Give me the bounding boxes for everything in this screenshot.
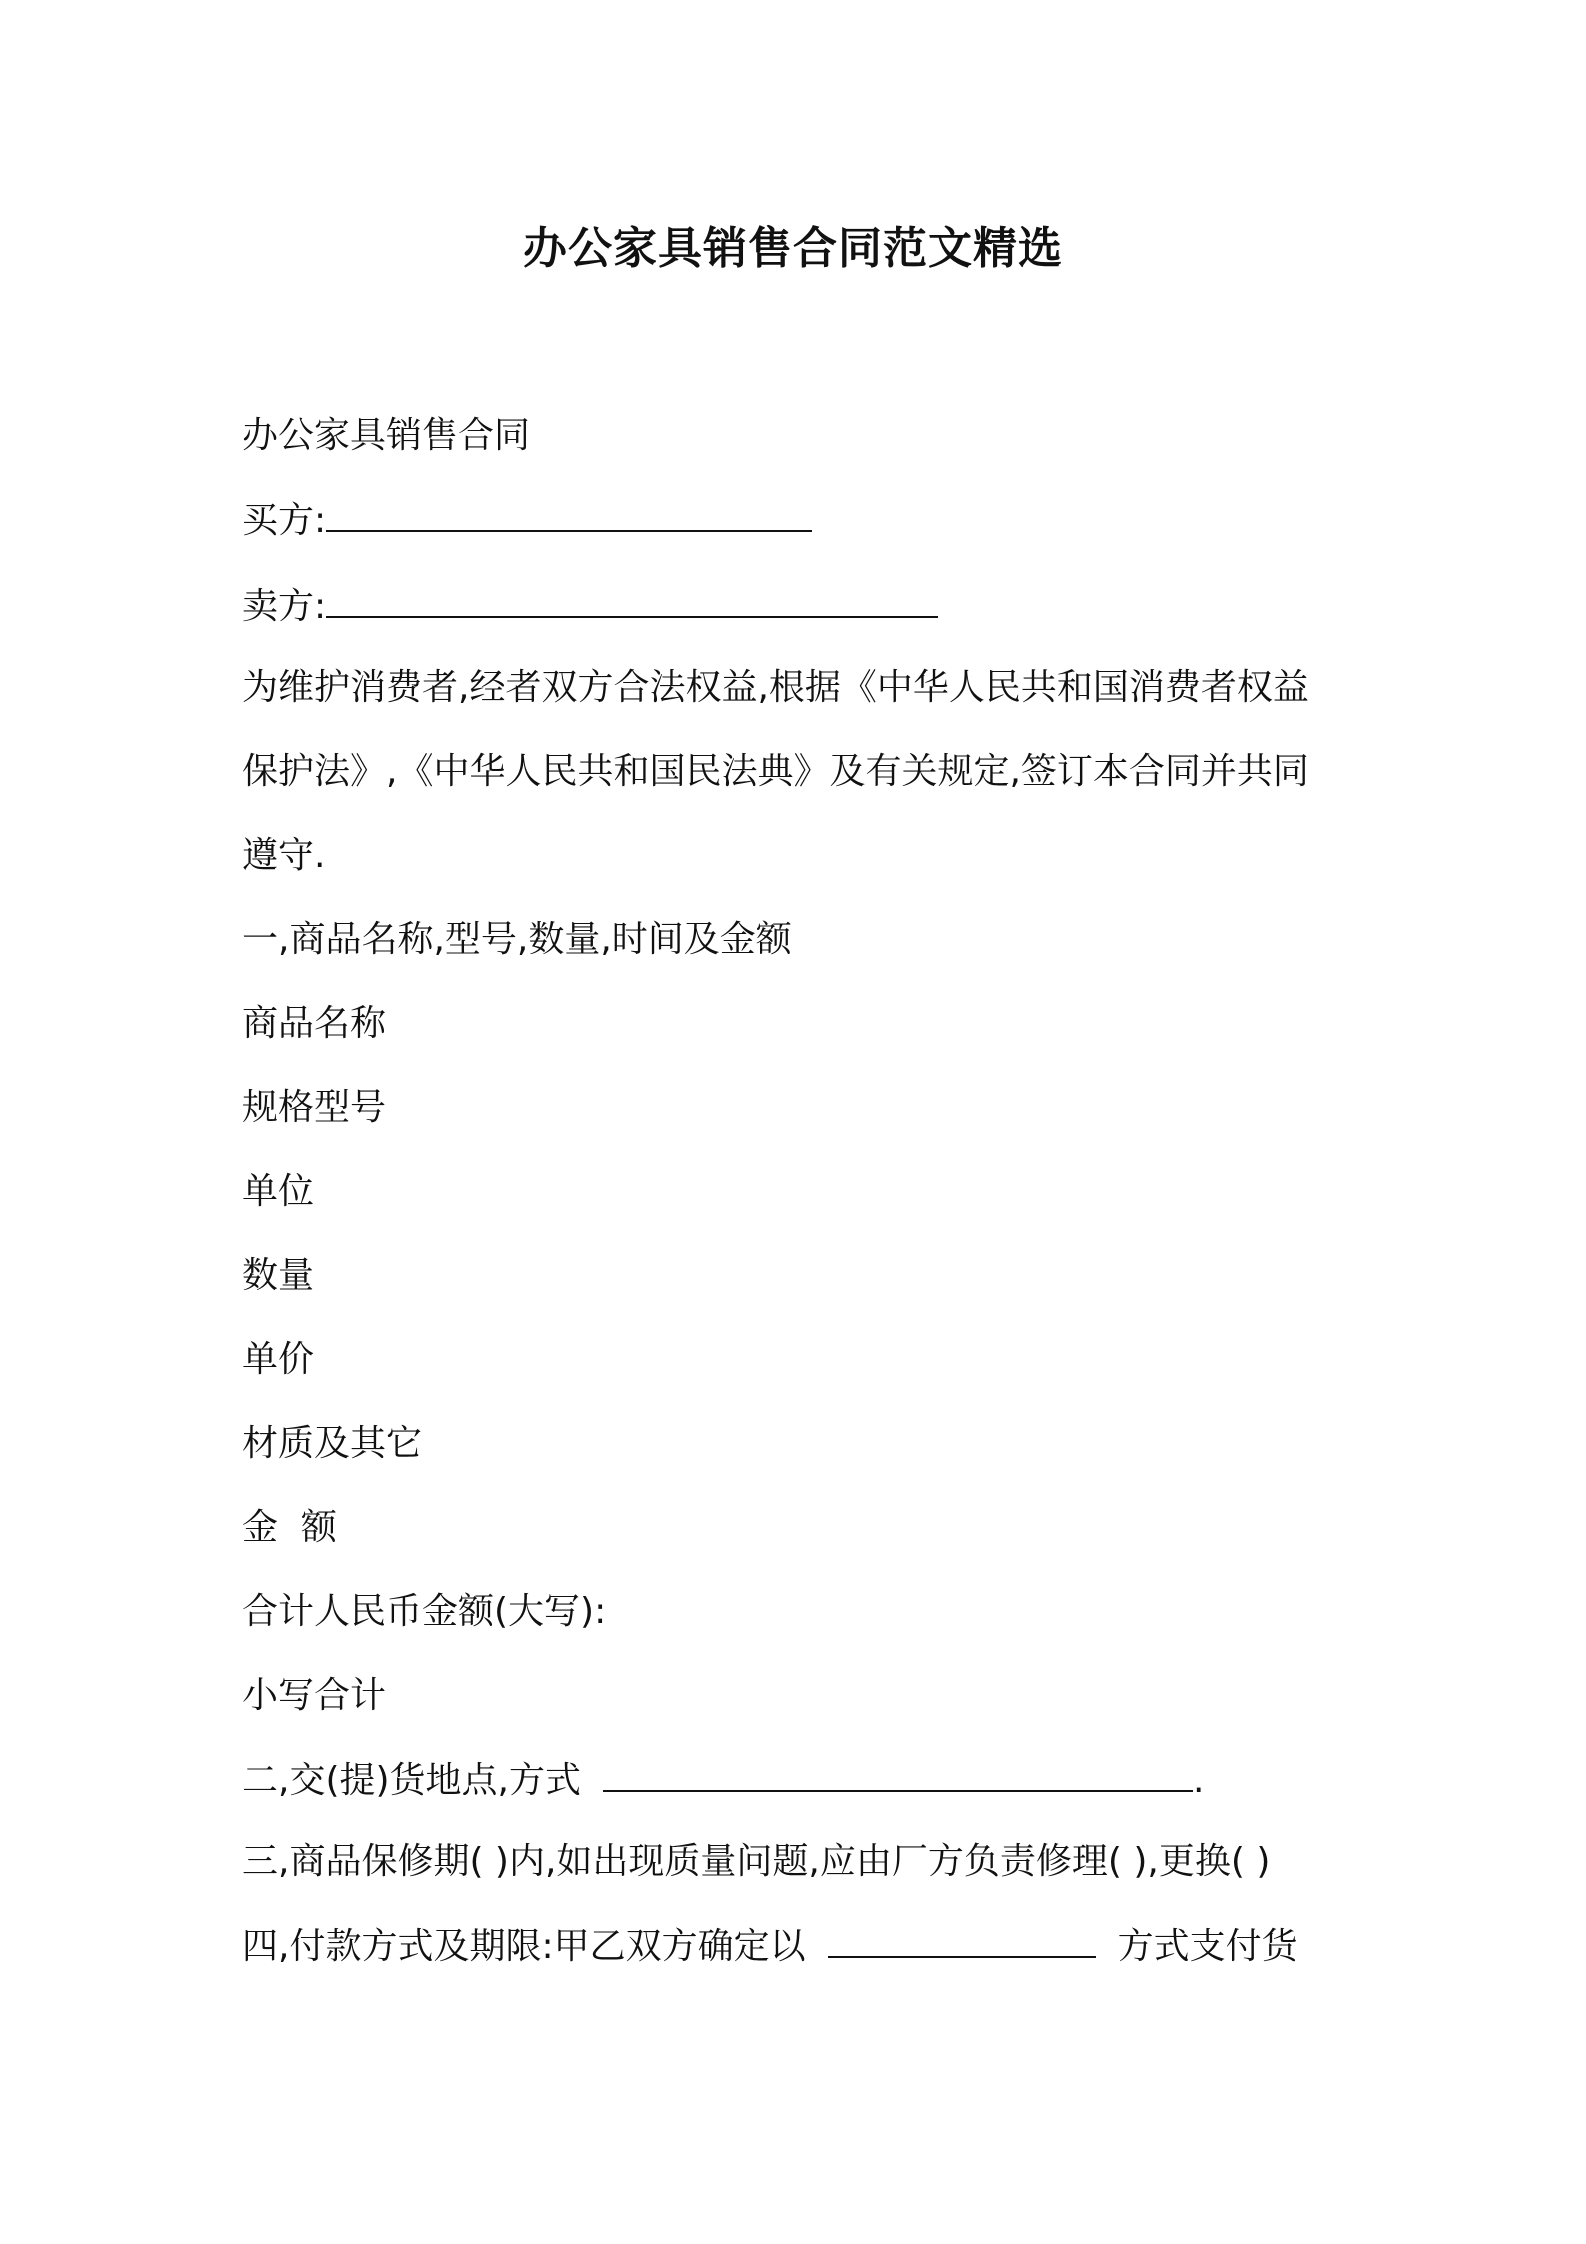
item-label: 材质及其它	[242, 1423, 423, 1464]
payment-method-blank	[828, 1922, 1096, 1958]
seller-blank	[326, 582, 938, 618]
intro-line-2: 保护法》,《中华人民共和国民法典》及有关规定,签订本合同并共同	[242, 751, 1309, 792]
seller-line	[242, 582, 938, 631]
total-lower: 小写合计	[242, 1675, 387, 1716]
section-4-line	[242, 1922, 1298, 1971]
item-label: 单位	[242, 1171, 315, 1212]
intro-line-3: 遵守.	[242, 835, 326, 876]
contract-subtitle: 办公家具销售合同	[242, 415, 531, 456]
section-2-label: 二,交(提)货地点,方式	[242, 1760, 581, 1801]
seller-label: 卖方:	[242, 586, 327, 627]
buyer-line	[242, 496, 812, 545]
section-3-line: 三,商品保修期( )内,如出现质量问题,应由厂方负责修理( ),更换( )	[242, 1841, 1271, 1882]
buyer-blank	[326, 496, 812, 532]
item-label: 规格型号	[242, 1087, 387, 1128]
section-2-end: .	[1192, 1760, 1205, 1801]
item-label: 商品名称	[242, 1003, 387, 1044]
intro-line-1: 为维护消费者,经者双方合法权益,根据《中华人民共和国消费者权益	[242, 667, 1309, 708]
document-title: 办公家具销售合同范文精选	[523, 223, 1063, 274]
section-4-label: 四,付款方式及期限:甲乙双方确定以	[242, 1926, 806, 1967]
buyer-label: 买方:	[242, 500, 327, 541]
item-label: 单价	[242, 1339, 315, 1380]
section-4-end: 方式支付货	[1117, 1926, 1298, 1967]
section-2-line	[242, 1756, 1204, 1805]
item-label: 金 额	[242, 1507, 337, 1548]
delivery-blank	[603, 1756, 1193, 1792]
item-label: 数量	[242, 1255, 315, 1296]
total-upper: 合计人民币金额(大写):	[242, 1591, 607, 1632]
section-1-heading: 一,商品名称,型号,数量,时间及金额	[242, 919, 792, 960]
